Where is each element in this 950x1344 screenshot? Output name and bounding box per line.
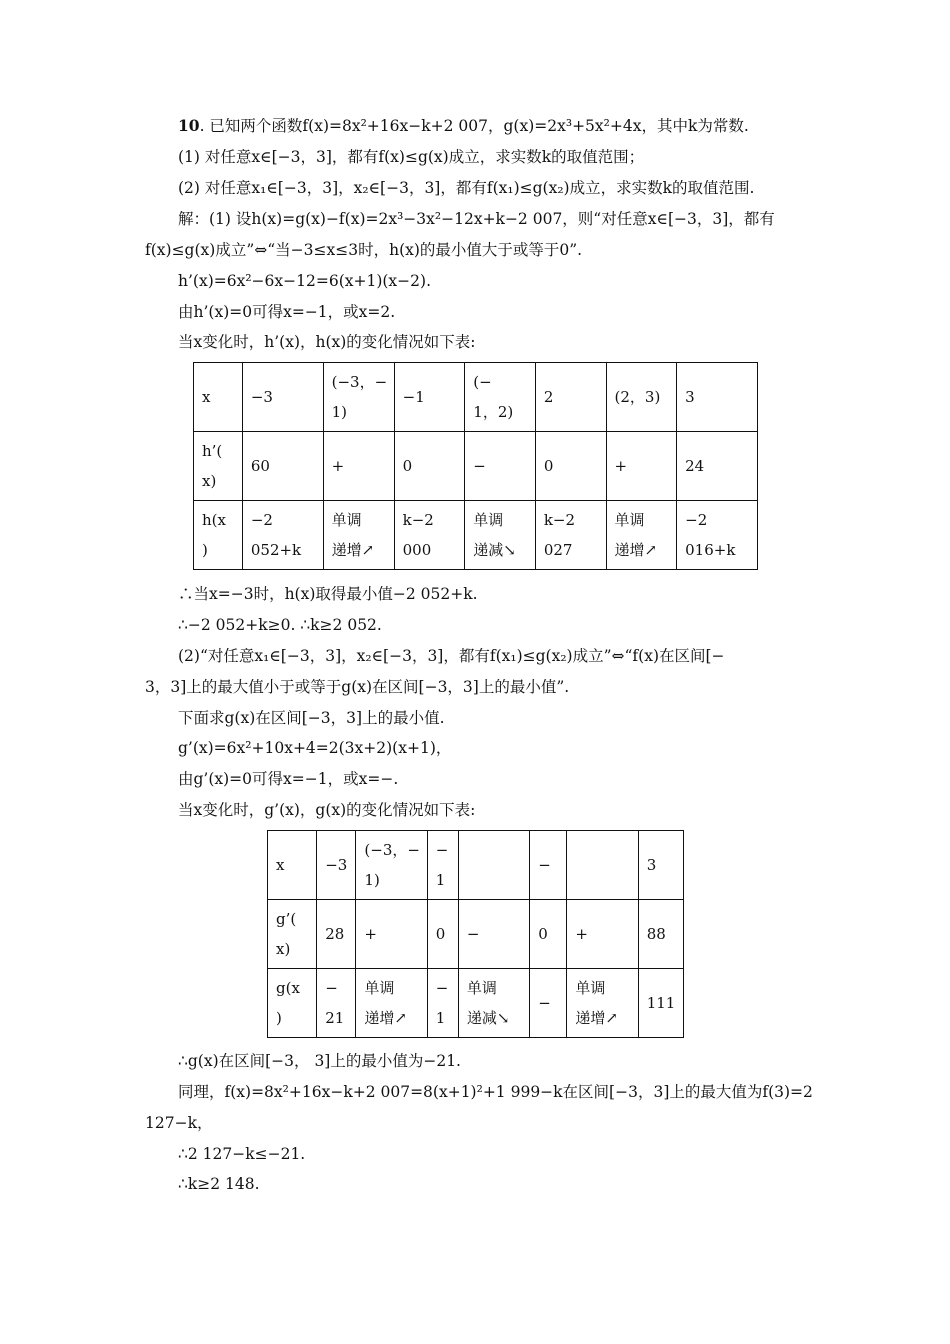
solution-line: ∴−2 052+k≥0. ∴k≥2 052. [178,616,382,634]
solution-line: 当x变化时，g’(x)，g(x)的变化情况如下表: [178,801,476,819]
table-cell: − 1 [427,831,458,900]
problem-number: 10 [178,116,200,135]
table-cell: + [323,432,394,501]
solution-line: 当x变化时，h’(x)，h(x)的变化情况如下表: [178,333,476,351]
solution-line: 同理，f(x)=8x²+16x−k+2 007=8(x+1)²+1 999−k在区间[−3，3]上的最大值为f(3)=2 [178,1083,813,1101]
problem-part-1: (1) 对任意x∈[−3，3]，都有f(x)≤g(x)成立，求实数k的取值范围； [178,148,645,166]
table-cell: g(x ) [268,969,317,1038]
solution-line: h’(x)=6x²−6x−12=6(x+1)(x−2). [178,272,431,290]
table-cell: −3 [242,363,323,432]
table-cell: −2 016+k [677,501,758,570]
table-row [194,363,758,432]
table-cell: + [606,432,677,501]
problem-text: . 已知两个函数f(x)=8x²+16x−k+2 007，g(x)=2x³+5x²+4x，其中k为常数. [199,117,749,135]
solution-line: ∴当x=−3时，h(x)取得最小值−2 052+k. [178,585,478,603]
table-cell: − [458,900,529,969]
solution-line: ∴g(x)在区间[−3， 3]上的最小值为−21. [178,1052,461,1070]
solution-line: (2)“对任意x₁∈[−3，3]，x₂∈[−3，3]，都有f(x₁)≤g(x₂)成立”⇔“f(x)在区间[− [178,647,725,665]
table-cell [458,831,529,900]
table-cell: 24 [677,432,758,501]
solution-line: ∴2 127−k≤−21. [178,1145,306,1163]
table-cell: 0 [394,432,465,501]
table-cell: 单调 递增↗ [323,501,394,570]
table-cell: x [194,363,243,432]
table-cell: 0 [427,900,458,969]
variation-table-g [267,830,684,1038]
table-row [268,969,684,1038]
solution-line: 3，3]上的最大值小于或等于g(x)在区间[−3，3]上的最小值”. [145,678,570,696]
table-cell: − [530,969,567,1038]
table-cell: 0 [535,432,606,501]
solution-line: 由g’(x)=0可得x=−1，或x=−. [178,770,399,788]
problem-statement [178,116,749,136]
table-cell: 3 [638,831,683,900]
table-cell: h’( x) [194,432,243,501]
table-cell [567,831,638,900]
solution-line: f(x)≤g(x)成立”⇔“当−3≤x≤3时，h(x)的最小值大于或等于0”. [145,241,583,259]
table-row [268,831,684,900]
table-cell: 单调 递减↘ [465,501,536,570]
table-cell: 单调 递增↗ [606,501,677,570]
table-cell: 单调 递减↘ [458,969,529,1038]
table-cell: −2 052+k [242,501,323,570]
solution-line: 由h’(x)=0可得x=−1，或x=2. [178,303,396,321]
table-cell: h(x ) [194,501,243,570]
table-cell: k−2 027 [535,501,606,570]
table-cell: + [567,900,638,969]
solution-line: ∴k≥2 148. [178,1175,260,1193]
solution-line: 下面求g(x)在区间[−3，3]上的最小值. [178,709,445,727]
solution-line: 127−k， [145,1114,213,1132]
table-cell: − 21 [317,969,356,1038]
table-cell: 28 [317,900,356,969]
table-cell: − [465,432,536,501]
table-cell: 111 [638,969,683,1038]
solution-line: g’(x)=6x²+10x+4=2(3x+2)(x+1)， [178,739,452,757]
table-cell: −3 [317,831,356,900]
table-cell: k−2 000 [394,501,465,570]
table-cell: −1 [394,363,465,432]
table-cell: (−3，− 1) [323,363,394,432]
table-cell: 3 [677,363,758,432]
table-cell: x [268,831,317,900]
table-cell: 2 [535,363,606,432]
table-cell: − 1 [427,969,458,1038]
table-cell: g’( x) [268,900,317,969]
table-cell: (−3，− 1) [356,831,427,900]
table-cell: (− 1，2) [465,363,536,432]
table-cell: + [356,900,427,969]
table-cell: 88 [638,900,683,969]
solution-line: 解：(1) 设h(x)=g(x)−f(x)=2x³−3x²−12x+k−2 007，则“对任意x∈[−3，3]，都有 [178,210,775,228]
table-cell: 单调 递增↗ [356,969,427,1038]
table-row [194,501,758,570]
table-cell: − [530,831,567,900]
table-row [268,900,684,969]
table-cell: 60 [242,432,323,501]
table-row [194,432,758,501]
table-cell: (2，3) [606,363,677,432]
table-cell: 单调 递增↗ [567,969,638,1038]
table-cell: 0 [530,900,567,969]
problem-part-2: (2) 对任意x₁∈[−3，3]，x₂∈[−3，3]，都有f(x₁)≤g(x₂)成立，求实数k的取值范围. [178,179,755,197]
variation-table-h [193,362,758,570]
